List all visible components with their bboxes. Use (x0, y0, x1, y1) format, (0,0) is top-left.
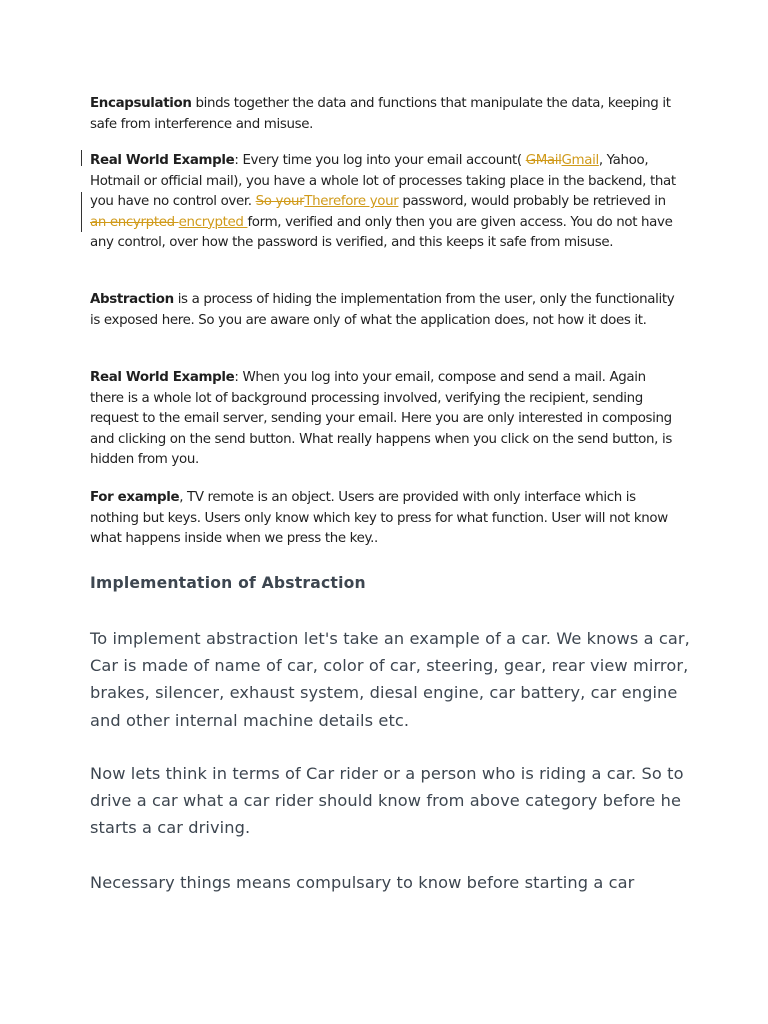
example-text: password, would probably be retrieved in (398, 194, 666, 210)
example-text: form, verified and only then you are given access. You do not have any control, over how the password is verified, and this keeps it safe from misuse. (90, 214, 673, 251)
example-text: , Yahoo, Hotmail or official mail), you have a whole lot of processes taking place in the backend, that you have no control over. (90, 153, 676, 210)
change-bar (81, 150, 82, 166)
for-example-paragraph (90, 488, 680, 550)
inserted-text: Gmail (561, 153, 599, 168)
encapsulation-paragraph (90, 94, 680, 135)
for-example-term: For example (90, 490, 180, 505)
abstraction-example-paragraph (90, 368, 680, 471)
example-text: Every time you log into your email account( (242, 153, 526, 168)
encapsulation-term: Encapsulation (90, 96, 192, 111)
encapsulation-example-paragraph (90, 151, 680, 254)
abstraction-text: is a process of hiding the implementation from the user, only the functionality is exposed here. So you are aware only of what the application does, not how it does it. (90, 292, 675, 328)
abstraction-paragraph (90, 290, 680, 331)
deleted-text: GMail (525, 153, 562, 168)
car-paragraph: To implement abstraction let's take an example of a car. We knows a car, Car is made of name of car, color of car, steering, gear, rear view mirror, brakes, silencer, exhaust system, diesal engine, car battery, car engine and other internal machine details etc. (90, 629, 690, 730)
inserted-text: encrypted (178, 214, 248, 230)
encapsulation-text: binds together the data and functions that manipulate the data, keeping it safe from interference and misuse. (90, 96, 671, 132)
change-bar (81, 192, 82, 232)
for-example-text: , TV remote is an object. Users are provided with only interface which is nothing but keys. Users only know which key to press for what function. User will not know what happens inside when we press the key.. (90, 490, 668, 547)
deleted-text: an encyrpted (90, 214, 179, 230)
example-colon: : (234, 153, 243, 168)
example-colon: : (234, 370, 243, 385)
example-term: Real World Example (90, 370, 235, 385)
necessary-things-paragraph: Necessary things means compulsary to know before starting a car (90, 873, 635, 892)
example-text: When you log into your email, compose and send a mail. Again there is a whole lot of background processing involved, verifying the recipient, sending request to the email server, sending your email. Here you are only interested in composing and clicking on the send button. What really happens when you click on the send button, is hidden from you. (90, 370, 672, 468)
deleted-text: So your (255, 194, 305, 210)
abstraction-term: Abstraction (90, 292, 174, 307)
inserted-text: Therefore your (304, 194, 399, 210)
example-term: Real World Example (90, 153, 235, 168)
section-heading: Implementation of Abstraction (90, 574, 366, 592)
car-rider-paragraph: Now lets think in terms of Car rider or a person who is riding a car. So to drive a car what a car rider should know from above category before he starts a car driving. (90, 764, 684, 838)
